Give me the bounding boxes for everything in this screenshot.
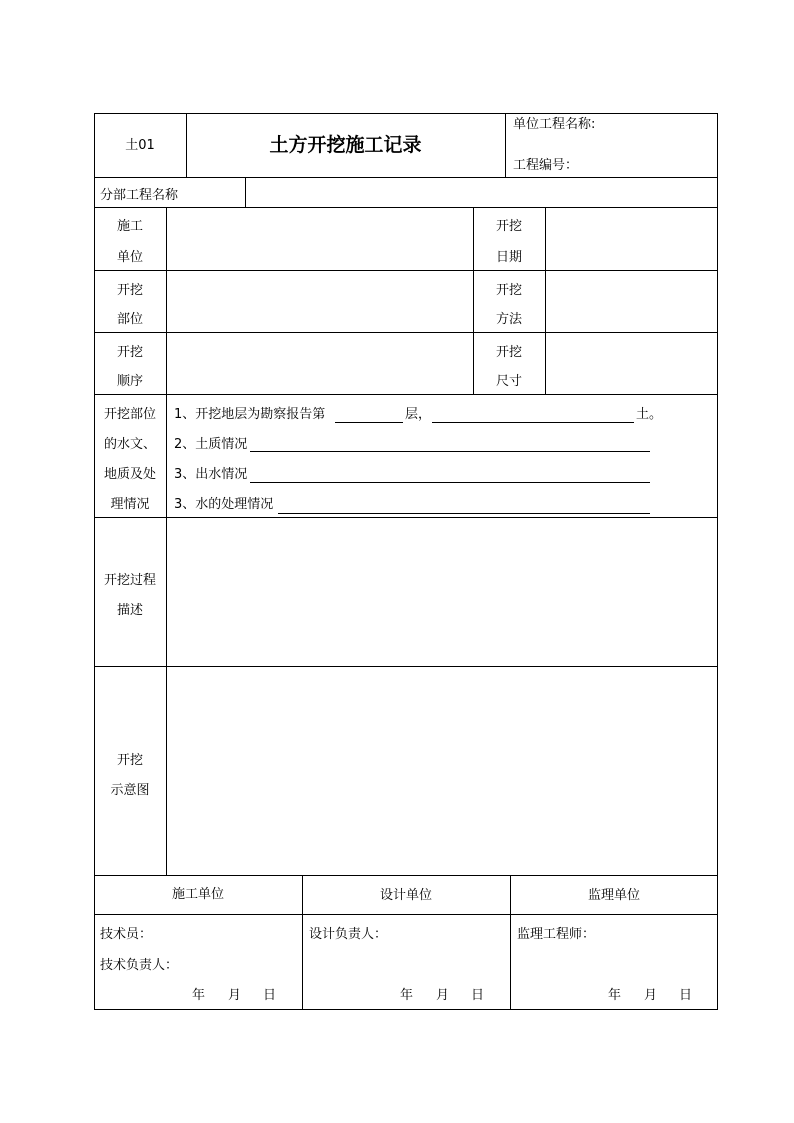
process-field[interactable] (167, 518, 717, 666)
col-divider (473, 207, 474, 394)
excavation-sequence-label: 开挖 (116, 345, 143, 360)
supervision-unit-title: 监理单位 (587, 888, 640, 903)
supervision-date-day: 日 (679, 988, 693, 1003)
excavation-location-label: 部位 (116, 312, 143, 327)
water-treatment-label: 3、水的处理情况 (174, 497, 274, 512)
construction-unit-label: 施工 (116, 219, 143, 234)
sub-project-field[interactable] (246, 178, 717, 207)
tech-staff-label: 技术员： (100, 927, 153, 942)
hydro-label: 开挖部位 (103, 407, 156, 422)
water-outflow-label: 3、出水情况 (174, 467, 248, 482)
supervision-date-year: 年 (608, 988, 622, 1003)
water-treatment-blank[interactable] (278, 513, 650, 514)
hydro-line1-text: 1、开挖地层为勘察报告第 (174, 407, 326, 422)
design-date-month: 月 (436, 988, 450, 1003)
supervision-date-month: 月 (644, 988, 658, 1003)
excavation-sequence-field[interactable] (167, 333, 473, 394)
hydro-label: 地质及处 (103, 467, 156, 482)
excavation-method-label: 方法 (495, 312, 522, 327)
water-outflow-blank[interactable] (250, 482, 650, 483)
row-divider (94, 394, 718, 395)
design-lead-label: 设计负责人： (309, 927, 388, 942)
form-code: 土01 (125, 138, 155, 153)
diagram-field[interactable] (167, 667, 717, 875)
sub-project-label: 分部工程名称 (100, 188, 179, 203)
supervision-engineer-label: 监理工程师： (517, 927, 596, 942)
excavation-location-label: 开挖 (116, 283, 143, 298)
excavation-size-field[interactable] (546, 333, 717, 394)
row-divider (94, 875, 718, 876)
design-date-day: 日 (471, 988, 485, 1003)
design-unit-title: 设计单位 (379, 888, 432, 903)
page-title: 土方开挖施工记录 (269, 134, 422, 156)
hydro-label: 理情况 (110, 497, 150, 512)
excavation-date-label: 日期 (495, 250, 522, 265)
excavation-location-field[interactable] (167, 271, 473, 332)
excavation-method-label: 开挖 (495, 283, 522, 298)
process-label: 开挖过程 (103, 573, 156, 588)
stratum-number-blank[interactable] (335, 422, 403, 423)
hydro-label: 的水文、 (103, 437, 156, 452)
unit-project-name-label: 单位工程名称: (513, 117, 596, 132)
diagram-label: 示意图 (110, 783, 150, 798)
soil-type-blank[interactable] (432, 422, 634, 423)
soil-condition-label: 2、土质情况 (174, 437, 248, 452)
hydro-line1-text: 土。 (636, 407, 663, 422)
construction-unit-field[interactable] (167, 208, 473, 270)
construction-unit-title: 施工单位 (171, 887, 224, 902)
excavation-date-label: 开挖 (495, 219, 522, 234)
hydro-line1-text: 层， (405, 407, 432, 422)
excavation-size-label: 开挖 (495, 345, 522, 360)
soil-condition-blank[interactable] (250, 451, 650, 452)
process-label: 描述 (116, 603, 143, 618)
excavation-date-field[interactable] (546, 208, 717, 270)
construction-unit-label: 单位 (116, 250, 143, 265)
construction-date-month: 月 (228, 988, 242, 1003)
excavation-sequence-label: 顺序 (116, 374, 143, 389)
design-date-year: 年 (400, 988, 414, 1003)
row-divider (94, 914, 718, 915)
tech-lead-label: 技术负责人： (100, 958, 179, 973)
construction-date-day: 日 (263, 988, 277, 1003)
excavation-size-label: 尺寸 (495, 374, 522, 389)
diagram-label: 开挖 (116, 753, 143, 768)
col-divider (505, 113, 506, 177)
excavation-method-field[interactable] (546, 271, 717, 332)
project-number-label: 工程编号： (513, 158, 579, 173)
construction-date-year: 年 (192, 988, 206, 1003)
